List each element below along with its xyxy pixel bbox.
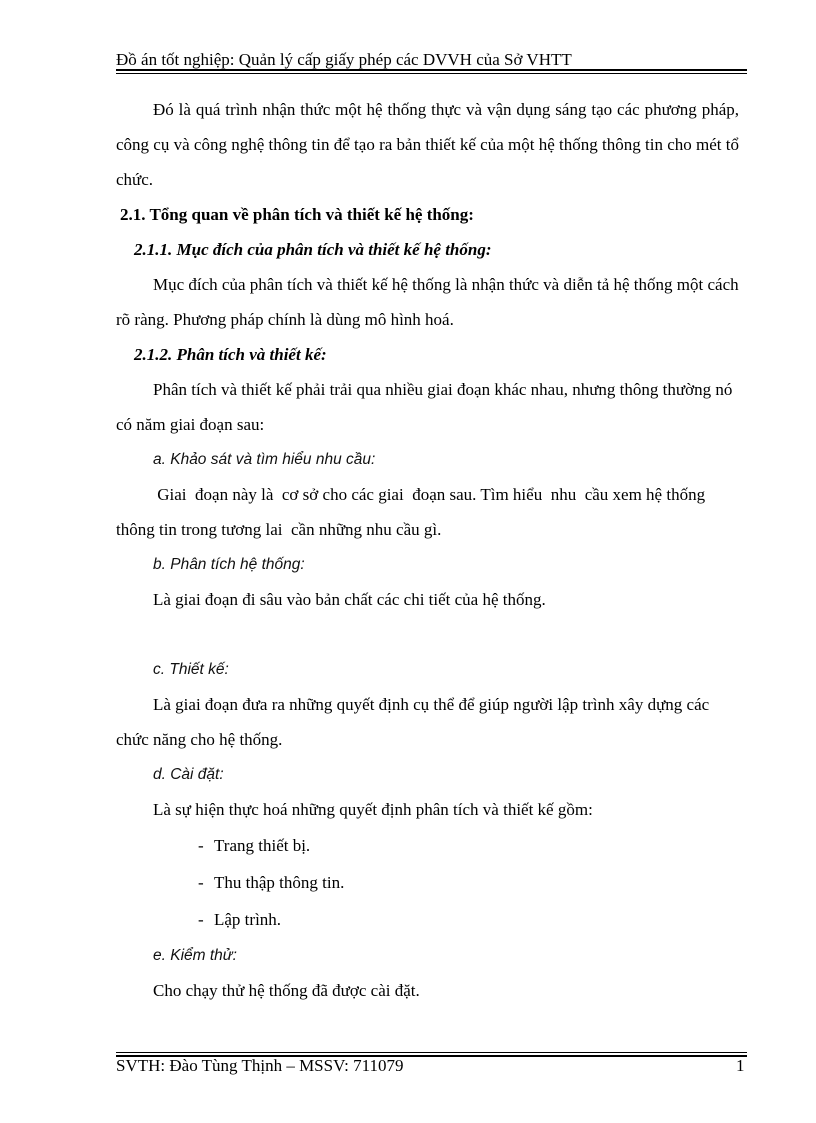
paragraph-e: Cho chạy thử hệ thống đã được cài đặt. [153,981,420,1000]
paragraph-b: Là giai đoạn đi sâu vào bản chất các chi tiết của hệ thống. [153,590,546,609]
paragraph-c: Là giai đoạn đưa ra những quyết định cụ thể để giúp người lập trình xây dựng các chức năng cho hệ thống. [116,695,710,749]
paragraph-2-1-1: Mục đích của phân tích và thiết kế hệ thống là nhận thức và diễn tả hệ thống một cách rõ ràng. Phương pháp chính là dùng mô hình hoá. [116,275,739,329]
footer-author: SVTH: Đào Tùng Thịnh – MSSV: 711079 [116,1056,404,1075]
page-body [116,92,739,1008]
section-heading-2-1-2: 2.1.2. Phân tích và thiết kế: [134,345,327,364]
intro-paragraph: Đó là quá trình nhận thức một hệ thống thực và vận dụng sáng tạo các phương pháp, công cụ và công nghệ thông tin để tạo ra bản thiết kế của một hệ thống thông tin cho mét tổ chức. [116,100,739,189]
header-rule [116,69,747,74]
list-item: - Trang thiết bị. [116,827,739,864]
list-item: - Lập trình. [116,901,739,938]
page-number: 1 [736,1056,745,1075]
subheading-a: a. Khảo sát và tìm hiểu nhu cầu: [153,451,376,468]
bullet-marker: - [198,873,204,892]
paragraph-d: Là sự hiện thực hoá những quyết định phân tích và thiết kế gồm: [153,800,593,819]
subheading-b: b. Phân tích hệ thống: [153,556,305,573]
bullet-marker: - [198,836,204,855]
subheading-d: d. Cài đặt: [153,766,224,783]
page-header-title: Đồ án tốt nghiệp: Quản lý cấp giấy phép các DVVH của Sở VHTT [116,50,572,69]
bullet-marker: - [198,910,204,929]
paragraph-2-1-2: Phân tích và thiết kế phải trải qua nhiều giai đoạn khác nhau, nhưng thông thường nó có năm giai đoạn sau: [116,380,733,434]
section-heading-2-1: 2.1. Tổng quan về phân tích và thiết kế hệ thống: [120,205,474,224]
subheading-e: e. Kiểm thử: [153,947,237,964]
spacer [116,617,739,652]
paragraph-a: Giai đoạn này là cơ sở cho các giai đoạn sau. Tìm hiểu nhu cầu xem hệ thống thông tin trong tương lai cần những nhu cầu gì. [116,485,710,539]
section-heading-2-1-1: 2.1.1. Mục đích của phân tích và thiết kế hệ thống: [134,240,492,259]
subheading-c: c. Thiết kế: [153,661,229,678]
list-item: - Thu thập thông tin. [116,864,739,901]
